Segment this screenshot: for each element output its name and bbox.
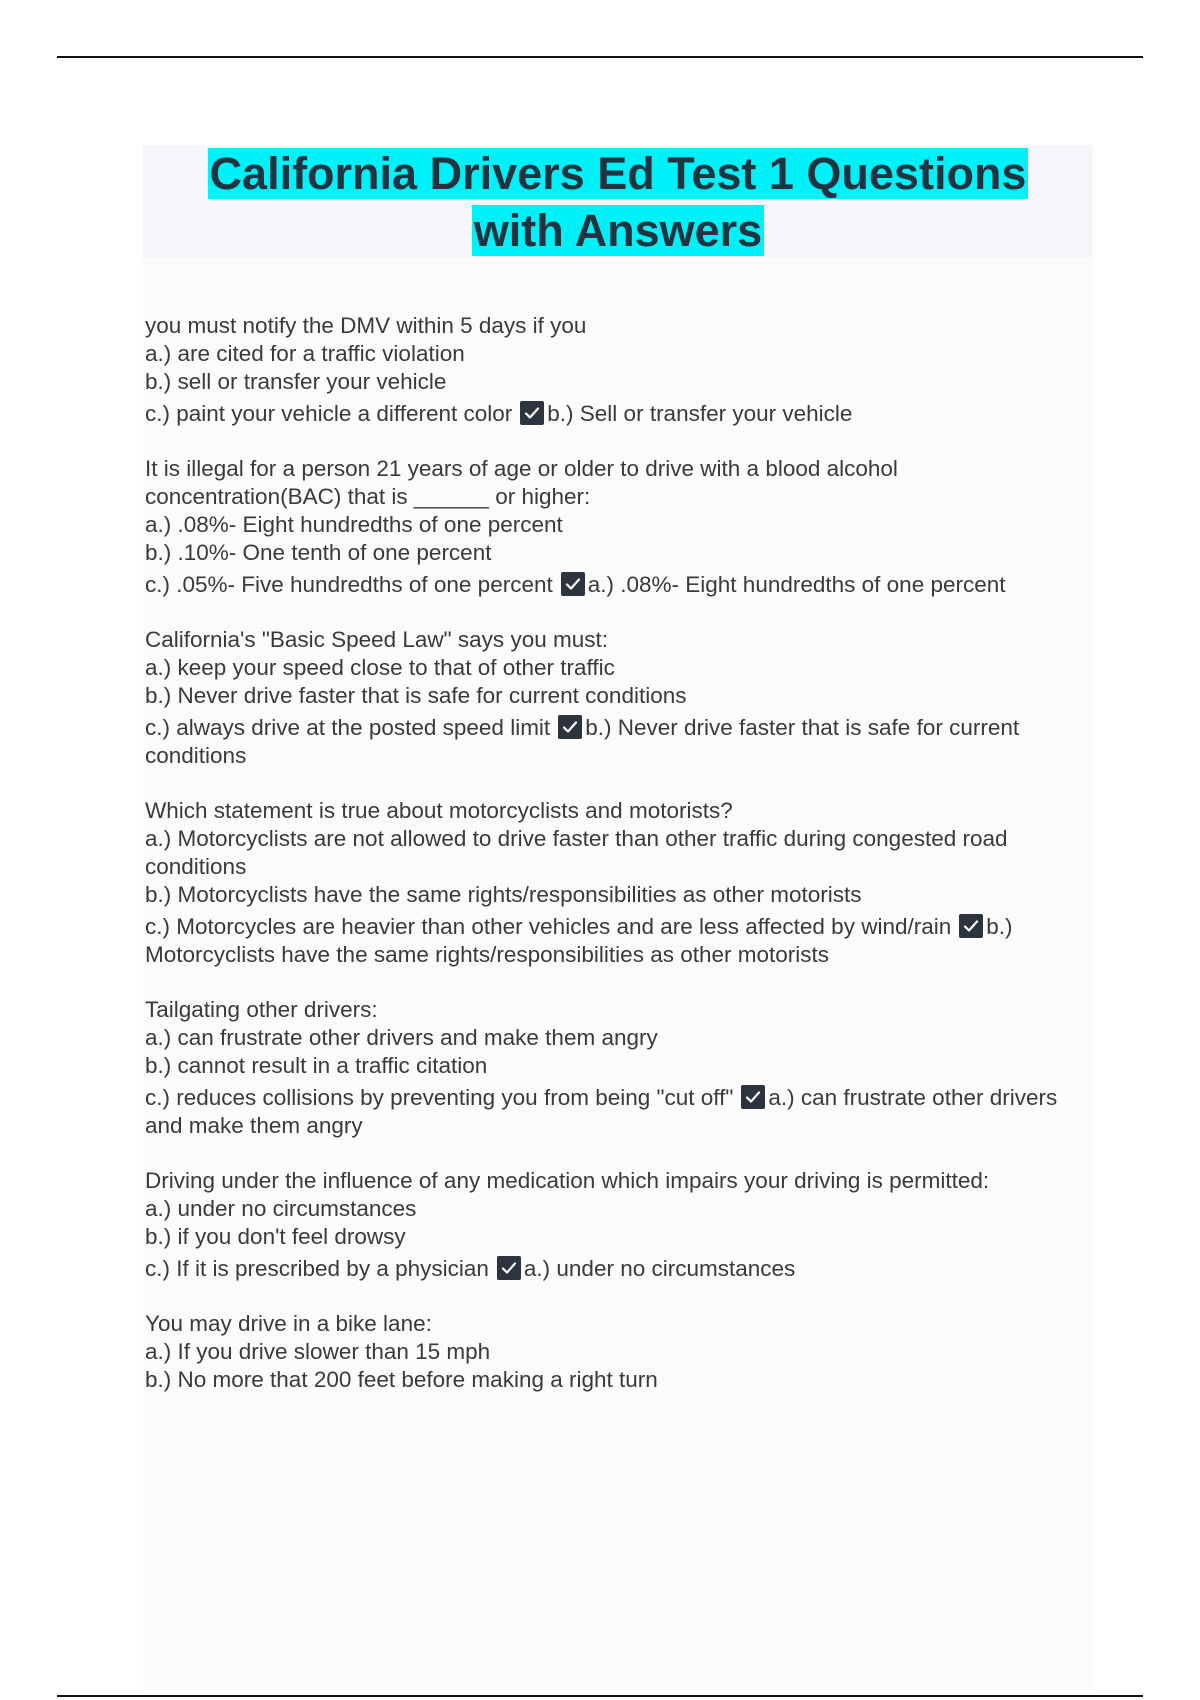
option-c: c.) Motorcycles are heavier than other vehicles and are less affected by wind/rain [145, 914, 952, 939]
question-stem: Tailgating other drivers: [145, 997, 378, 1022]
option-a: a.) .08%- Eight hundredths of one percent [145, 512, 563, 537]
title-line-1: California Drivers Ed Test 1 Questions [209, 148, 1027, 199]
option-c: c.) If it is prescribed by a physician [145, 1256, 489, 1281]
option-b: b.) .10%- One tenth of one percent [145, 540, 492, 565]
page-title [143, 145, 1093, 259]
checkmark-icon [741, 1085, 765, 1109]
option-c-with-answer [145, 400, 1095, 428]
option-a: a.) under no circumstances [145, 1196, 417, 1221]
option-b: b.) Never drive faster that is safe for current conditions [145, 683, 687, 708]
answer: b.) Never drive faster that is safe for current conditions [145, 715, 1020, 768]
question-5 [145, 996, 1095, 1140]
answer: a.) can frustrate other drivers and make them angry [145, 1085, 1058, 1138]
option-b: b.) if you don't feel drowsy [145, 1224, 406, 1249]
option-b: b.) Motorcyclists have the same rights/responsibilities as other motorists [145, 882, 862, 907]
question-3 [145, 626, 1095, 770]
option-c-with-answer [145, 714, 1095, 770]
checkmark-icon [959, 914, 983, 938]
option-b: b.) No more that 200 feet before making a right turn [145, 1367, 658, 1392]
answer: a.) .08%- Eight hundredths of one percent [587, 572, 1006, 597]
option-c: c.) .05%- Five hundredths of one percent [145, 572, 553, 597]
question-stem: It is illegal for a person 21 years of age or older to drive with a blood alcohol concentration(BAC) that is ______ or higher: [145, 456, 898, 509]
option-c-with-answer [145, 1255, 1095, 1283]
checkmark-icon [558, 715, 582, 739]
question-list [145, 312, 1095, 1421]
answer: b.) Motorcyclists have the same rights/responsibilities as other motorists [145, 914, 1013, 967]
question-stem: you must notify the DMV within 5 days if you [145, 313, 587, 338]
title-box [143, 145, 1093, 258]
question-6 [145, 1167, 1095, 1283]
checkmark-icon [561, 572, 585, 596]
title-line-2: with Answers [473, 205, 763, 256]
question-7 [145, 1310, 1095, 1394]
option-c-with-answer [145, 571, 1095, 599]
option-a: a.) can frustrate other drivers and make them angry [145, 1025, 658, 1050]
option-c: c.) reduces collisions by preventing you from being "cut off" [145, 1085, 734, 1110]
question-1 [145, 312, 1095, 428]
question-4 [145, 797, 1095, 969]
answer: a.) under no circumstances [523, 1256, 796, 1281]
option-b: b.) sell or transfer your vehicle [145, 369, 447, 394]
option-c-with-answer [145, 1084, 1095, 1140]
option-a: a.) are cited for a traffic violation [145, 341, 465, 366]
question-stem: Which statement is true about motorcyclists and motorists? [145, 798, 733, 823]
option-a: a.) If you drive slower than 15 mph [145, 1339, 491, 1364]
option-c: c.) paint your vehicle a different color [145, 401, 513, 426]
option-b: b.) cannot result in a traffic citation [145, 1053, 488, 1078]
top-rule [57, 56, 1143, 58]
option-a: a.) keep your speed close to that of other traffic [145, 655, 615, 680]
option-c: c.) always drive at the posted speed limit [145, 715, 551, 740]
question-stem: California's "Basic Speed Law" says you must: [145, 627, 608, 652]
checkmark-icon [497, 1256, 521, 1280]
bottom-rule [57, 1695, 1143, 1697]
question-stem: Driving under the influence of any medication which impairs your driving is permitted: [145, 1168, 990, 1193]
question-stem: You may drive in a bike lane: [145, 1311, 432, 1336]
option-c-with-answer [145, 913, 1095, 969]
checkmark-icon [520, 401, 544, 425]
option-a: a.) Motorcyclists are not allowed to drive faster than other traffic during congested road conditions [145, 826, 1008, 879]
question-2 [145, 455, 1095, 599]
answer: b.) Sell or transfer your vehicle [547, 401, 853, 426]
